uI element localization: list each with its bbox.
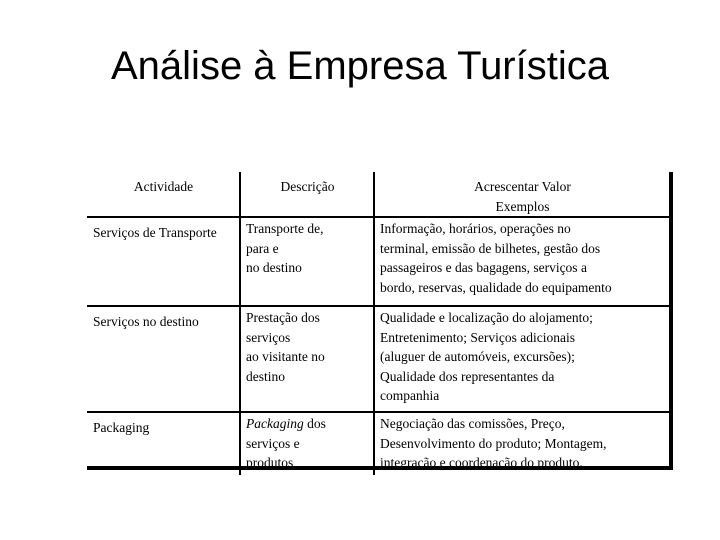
cell-activity: [87, 217, 240, 306]
cell-description: [240, 217, 374, 306]
value-line: Entretenimento; Serviços adicionais: [380, 329, 575, 345]
value-line: Qualidade dos representantes da: [380, 368, 555, 384]
table-row: [87, 217, 669, 306]
description-line: serviços e: [246, 435, 300, 451]
value-line: bordo, reservas, qualidade do equipamento: [380, 279, 612, 295]
description-line: Transporte de,: [246, 221, 324, 236]
header-value-line-2: Exemplos: [495, 198, 550, 214]
description-line: para e: [246, 240, 279, 256]
activity-text: Serviços de Transporte: [93, 225, 217, 240]
activity-text: Serviços no destino: [93, 314, 199, 329]
description-rest: dos: [303, 416, 326, 431]
description-line: ao visitante no: [246, 349, 325, 364]
description-line: Prestação dos: [246, 310, 320, 325]
cell-value: [374, 306, 669, 412]
header-value-line-1: Acrescentar Valor: [474, 179, 571, 194]
value-line: (aluguer de automóveis, excursões);: [380, 349, 575, 364]
description-line: [246, 414, 369, 434]
value-line: Desenvolvimento do produto; Montagem,: [380, 435, 607, 451]
description-line: produtos: [246, 455, 294, 470]
slide-title: Análise à Empresa Turística: [111, 44, 609, 88]
header-activity: [87, 172, 240, 217]
cell-description: [240, 412, 374, 475]
activity-text: Packaging: [93, 420, 150, 435]
description-emphasis: Packaging: [246, 416, 304, 431]
cell-activity: [87, 306, 240, 412]
value-line: terminal, emissão de bilhetes, gestão dos: [380, 240, 601, 256]
description-line: destino: [246, 368, 285, 384]
value-line: companhia: [380, 388, 440, 403]
cell-activity: [87, 412, 240, 475]
value-line: Informação, horários, operações no: [380, 221, 571, 236]
description-line: no destino: [246, 260, 302, 275]
table-row: [87, 412, 669, 475]
header-activity-label: Actividade: [133, 179, 194, 194]
table-row: [87, 306, 669, 412]
value-chain-table: [87, 172, 673, 470]
header-description: [240, 172, 374, 217]
table-header-row: [87, 172, 669, 217]
value-line: Negociação das comissões, Preço,: [380, 416, 565, 431]
cell-description: [240, 306, 374, 412]
value-line: passageiros e das bagagens, serviços a: [380, 260, 587, 275]
description-line: serviços: [246, 329, 291, 345]
header-description-label: Descrição: [280, 179, 335, 194]
value-line: integração e coordenação do produto.: [380, 455, 583, 470]
cell-value: [374, 217, 669, 306]
cell-value: [374, 412, 669, 475]
table: [87, 172, 669, 475]
header-value: [374, 172, 669, 217]
value-line: Qualidade e localização do alojamento;: [380, 310, 593, 325]
